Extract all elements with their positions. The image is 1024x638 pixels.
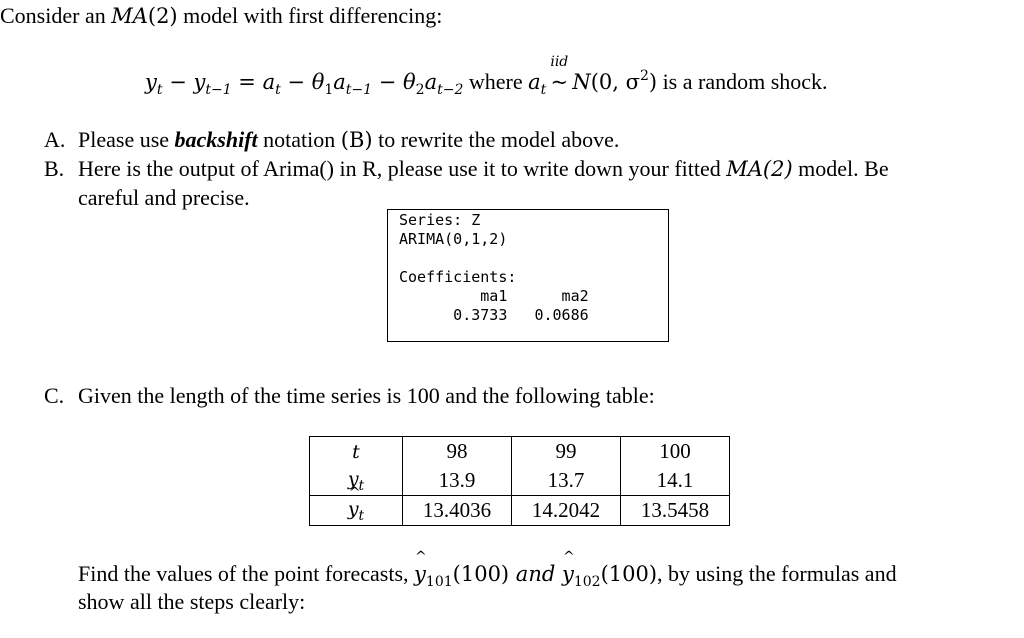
item-a-marker: A. xyxy=(44,127,66,152)
eq-minus-1: − xyxy=(162,70,194,94)
item-b-post: model. Be xyxy=(792,156,889,181)
table-header-t: t xyxy=(310,437,403,467)
eq-normal-args: (0, σ xyxy=(590,70,640,94)
intro-prefix: Consider an xyxy=(0,3,112,28)
table-cell: 98 xyxy=(403,437,512,467)
eq-sub-2: 2 xyxy=(415,82,425,98)
tilde-symbol: ~ xyxy=(550,70,569,94)
eq-sq: 2 xyxy=(639,68,649,84)
table-cell: 14.1 xyxy=(621,466,730,496)
intro-model-arg: (2) xyxy=(147,4,178,28)
eq-shock-text: is a random shock. xyxy=(657,69,828,94)
r-line-coef-values: 0.3733 0.0686 xyxy=(399,306,589,324)
eq-a-shock: a xyxy=(528,70,541,94)
intro-suffix: model with first differencing: xyxy=(177,3,443,28)
item-a xyxy=(44,127,619,153)
item-c-marker: C. xyxy=(44,383,65,408)
label-y: y xyxy=(347,467,359,490)
eq-sub-t2: t−2 xyxy=(437,82,464,98)
eq-a-t: a xyxy=(262,70,276,94)
eq-where: where xyxy=(463,69,529,94)
find-yhat-102: ^ y xyxy=(562,562,574,586)
r-output-box xyxy=(387,209,669,342)
eq-sub-t1-a: t−1 xyxy=(345,82,373,98)
find-arg-2: (100) xyxy=(600,562,658,586)
label-yhat-sub: t xyxy=(358,507,365,524)
table-row-y xyxy=(310,466,730,496)
eq-minus-3: − xyxy=(372,70,404,94)
item-b-model: MA(2) xyxy=(726,157,793,181)
find-line1 xyxy=(78,561,897,590)
table-cell: 99 xyxy=(512,437,621,467)
item-b-marker: B. xyxy=(44,156,65,181)
find-sub-102: 102 xyxy=(573,574,601,590)
r-line-series: Series: Z xyxy=(399,211,481,229)
iid-label: iid xyxy=(550,54,569,70)
eq-a-t2: a xyxy=(424,70,438,94)
intro-line xyxy=(0,3,442,29)
find-arg-1: (100) xyxy=(452,562,510,586)
eq-sub-t-a: t xyxy=(275,82,281,98)
r-line-coef-names: ma1 ma2 xyxy=(399,287,589,305)
eq-theta-2: θ xyxy=(403,70,416,94)
find-post: , by using the formulas and xyxy=(657,561,897,586)
label-y-sub: t xyxy=(358,477,365,494)
item-a-bold: backshift xyxy=(174,127,258,152)
item-b-pre: Here is the output of Arima() in R, please use it to write down your fitted xyxy=(78,156,727,181)
find-pre: Find the values of the point forecasts, xyxy=(78,561,415,586)
eq-theta-1: θ xyxy=(311,70,325,94)
eq-y: y xyxy=(145,70,157,94)
item-a-post: notation xyxy=(257,127,341,152)
eq-sub-t-shock: t xyxy=(540,82,547,98)
item-a-pre: Please use xyxy=(78,127,175,152)
item-c xyxy=(44,383,655,409)
find-line2: show all the steps clearly: xyxy=(78,589,306,614)
r-line-blank xyxy=(399,249,668,268)
find-sub-101: 101 xyxy=(425,574,453,590)
find-and: and xyxy=(509,562,562,586)
eq-minus-2: − xyxy=(280,70,312,94)
eq-sub-t1: t−1 xyxy=(205,82,232,98)
table-row-yhat xyxy=(310,496,730,526)
intro-model: MA xyxy=(111,4,148,28)
eq-a-t1: a xyxy=(333,70,346,94)
item-b-line1 xyxy=(44,156,889,182)
table-cell: 13.5458 xyxy=(621,496,730,526)
item-b-line2: careful and precise. xyxy=(78,185,250,210)
table-row-t xyxy=(310,437,730,467)
forecast-table xyxy=(309,436,730,526)
eq-y-lag: y xyxy=(193,70,206,94)
iid-tilde xyxy=(546,54,572,94)
item-c-text: Given the length of the time series is 100 and the following table: xyxy=(78,383,655,408)
find-yhat-101: ^ y xyxy=(414,562,426,586)
model-equation xyxy=(145,54,828,98)
eq-equals: = xyxy=(231,70,263,94)
eq-normal: N xyxy=(572,70,591,94)
table-cell: 13.7 xyxy=(512,466,621,496)
label-yhat: ^ y xyxy=(348,498,359,520)
r-line-arima: ARIMA(0,1,2) xyxy=(399,230,508,248)
table-cell: 13.4036 xyxy=(403,496,512,526)
table-cell: 100 xyxy=(621,437,730,467)
item-a-b: (B) xyxy=(340,128,373,152)
table-cell: 13.9 xyxy=(403,466,512,496)
eq-sub-1: 1 xyxy=(324,82,334,98)
table-label-yhat xyxy=(310,496,403,526)
table-cell: 14.2042 xyxy=(512,496,621,526)
eq-sub-t: t xyxy=(156,82,163,98)
eq-close: ) xyxy=(648,70,658,94)
item-a-end: to rewrite the model above. xyxy=(372,127,620,152)
r-line-coefficients: Coefficients: xyxy=(399,268,517,286)
